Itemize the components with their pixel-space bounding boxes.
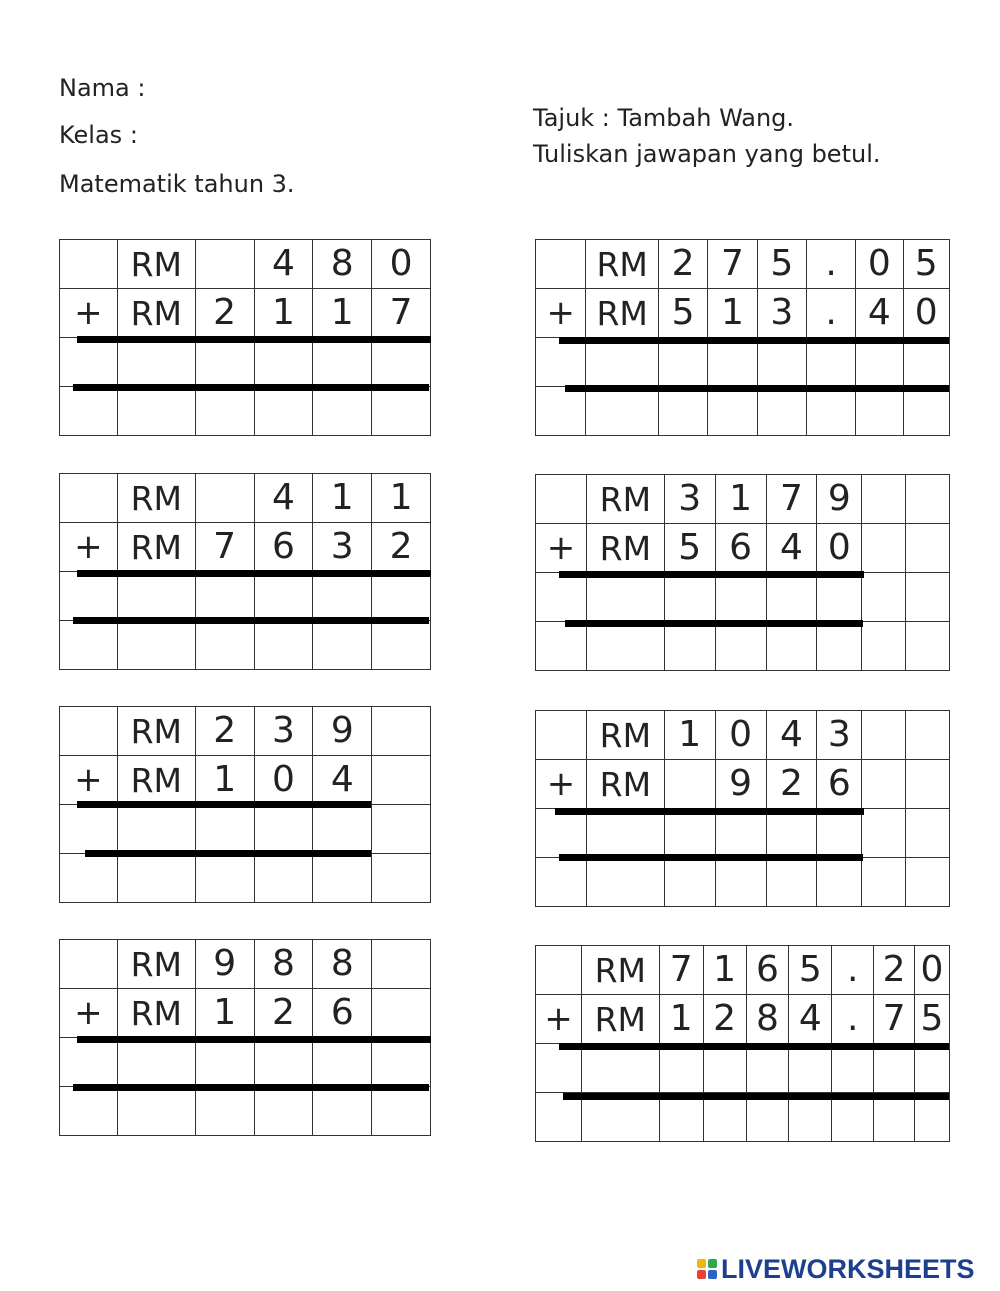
operand-row	[536, 289, 950, 338]
digit-cell: 4	[766, 711, 817, 760]
answer-cell[interactable]	[757, 338, 806, 387]
digit-cell: 1	[715, 475, 766, 524]
answer-cell[interactable]	[586, 573, 664, 622]
digit-cell: 6	[746, 946, 789, 995]
answer-cell[interactable]	[60, 1038, 118, 1087]
sum-line-top	[77, 801, 371, 808]
digit-cell: .	[807, 240, 856, 289]
digit-cell: 6	[313, 989, 372, 1038]
digit-cell: 9	[817, 475, 862, 524]
answer-cell[interactable]	[313, 387, 372, 436]
digit-cell: 1	[703, 946, 746, 995]
answer-row	[536, 809, 950, 858]
answer-row	[536, 387, 950, 436]
digit-cell: 1	[659, 995, 703, 1044]
digit-cell: 2	[254, 989, 313, 1038]
digit-cell: 2	[874, 946, 915, 995]
sum-line-bottom	[73, 384, 429, 391]
answer-cell[interactable]	[715, 858, 766, 907]
digit-cell: 7	[766, 475, 817, 524]
sum-line-top	[559, 571, 864, 578]
digit-cell: 0	[715, 711, 766, 760]
answer-cell[interactable]	[372, 1087, 431, 1136]
answer-cell[interactable]	[581, 1044, 659, 1093]
answer-cell[interactable]	[708, 338, 757, 387]
digit-cell: 1	[313, 289, 372, 338]
answer-cell[interactable]	[536, 338, 586, 387]
currency-cell: RM	[117, 474, 195, 523]
digit-cell: 9	[715, 760, 766, 809]
sum-line-top	[559, 1043, 949, 1050]
operand-row	[60, 523, 431, 572]
digit-cell: 2	[703, 995, 746, 1044]
answer-cell[interactable]	[60, 854, 118, 903]
digit-cell: 1	[664, 711, 715, 760]
currency-cell: RM	[117, 289, 195, 338]
digit-cell	[862, 711, 906, 760]
digit-cell: 7	[874, 995, 915, 1044]
operand-row	[60, 756, 431, 805]
answer-cell[interactable]	[117, 338, 195, 387]
answer-cell[interactable]	[195, 621, 254, 670]
operator-cell: +	[536, 760, 587, 809]
answer-cell[interactable]	[906, 573, 950, 622]
answer-cell[interactable]	[807, 338, 856, 387]
digit-cell	[372, 756, 431, 805]
currency-cell: RM	[586, 711, 664, 760]
operator-cell: +	[536, 524, 587, 573]
answer-cell[interactable]	[254, 1038, 313, 1087]
digit-cell: 3	[817, 711, 862, 760]
digit-cell: 1	[708, 289, 757, 338]
answer-cell[interactable]	[313, 338, 372, 387]
digit-cell: 4	[254, 474, 313, 523]
answer-cell[interactable]	[757, 387, 806, 436]
answer-cell[interactable]	[60, 1087, 118, 1136]
digit-cell: 5	[915, 995, 950, 1044]
operator-cell	[536, 240, 586, 289]
answer-cell[interactable]	[254, 1087, 313, 1136]
answer-cell[interactable]	[195, 338, 254, 387]
answer-row	[536, 858, 950, 907]
operator-cell	[60, 474, 118, 523]
answer-cell[interactable]	[817, 858, 862, 907]
digit-cell	[862, 760, 906, 809]
digit-cell: 3	[757, 289, 806, 338]
operator-cell	[60, 707, 118, 756]
operand-row	[536, 760, 950, 809]
operator-cell	[536, 475, 587, 524]
answer-row	[60, 621, 431, 670]
problem-2	[535, 239, 950, 435]
answer-cell[interactable]	[658, 338, 707, 387]
answer-cell[interactable]	[372, 387, 431, 436]
sum-line-bottom	[85, 850, 371, 857]
digit-cell	[372, 707, 431, 756]
operand-row	[536, 475, 950, 524]
digit-cell: 0	[254, 756, 313, 805]
digit-cell	[862, 475, 906, 524]
answer-cell[interactable]	[313, 621, 372, 670]
class-label: Kelas :	[59, 121, 138, 149]
operand-row	[60, 289, 431, 338]
digit-cell: 1	[313, 474, 372, 523]
operand-row	[60, 240, 431, 289]
answer-cell[interactable]	[856, 387, 903, 436]
digit-cell: 7	[659, 946, 703, 995]
answer-cell[interactable]	[766, 573, 817, 622]
answer-cell[interactable]	[862, 573, 906, 622]
sum-line-bottom	[73, 617, 429, 624]
answer-cell[interactable]	[313, 854, 372, 903]
digit-cell	[906, 760, 950, 809]
topic-title: Tajuk : Tambah Wang.	[533, 104, 795, 132]
digit-cell	[906, 711, 950, 760]
answer-cell[interactable]	[254, 805, 313, 854]
answer-cell[interactable]	[862, 809, 906, 858]
answer-cell[interactable]	[313, 1087, 372, 1136]
problem-7	[59, 939, 431, 1135]
operator-cell	[536, 946, 582, 995]
answer-cell[interactable]	[372, 621, 431, 670]
instruction-text: Tuliskan jawapan yang betul.	[533, 140, 881, 168]
answer-row	[536, 573, 950, 622]
operand-row	[536, 240, 950, 289]
answer-cell[interactable]	[862, 858, 906, 907]
digit-cell: 0	[856, 240, 903, 289]
logo-blocks-icon	[697, 1259, 717, 1279]
digit-cell: 7	[708, 240, 757, 289]
answer-cell[interactable]	[703, 1044, 746, 1093]
answer-cell[interactable]	[664, 858, 715, 907]
digit-cell: 4	[313, 756, 372, 805]
digit-cell: 1	[254, 289, 313, 338]
answer-cell[interactable]	[117, 572, 195, 621]
operator-cell: +	[536, 995, 582, 1044]
operator-cell: +	[60, 289, 118, 338]
sum-line-top	[77, 336, 431, 343]
digit-cell: 6	[817, 760, 862, 809]
answer-cell[interactable]	[60, 338, 118, 387]
liveworksheets-logo	[697, 1254, 975, 1284]
operand-row	[60, 707, 431, 756]
digit-cell	[195, 474, 254, 523]
digit-cell: 4	[856, 289, 903, 338]
digit-cell: 7	[195, 523, 254, 572]
answer-cell[interactable]	[789, 1044, 832, 1093]
operator-cell	[60, 240, 118, 289]
answer-row	[536, 622, 950, 671]
answer-cell[interactable]	[715, 573, 766, 622]
answer-cell[interactable]	[372, 338, 431, 387]
answer-cell[interactable]	[195, 1087, 254, 1136]
answer-cell[interactable]	[536, 573, 587, 622]
currency-cell: RM	[586, 289, 658, 338]
answer-cell[interactable]	[195, 805, 254, 854]
answer-cell[interactable]	[195, 387, 254, 436]
answer-cell[interactable]	[536, 809, 587, 858]
answer-cell[interactable]	[536, 622, 587, 671]
digit-cell: 8	[254, 940, 313, 989]
digit-cell: 8	[746, 995, 789, 1044]
answer-cell[interactable]	[903, 387, 949, 436]
digit-cell	[906, 524, 950, 573]
digit-cell: 3	[664, 475, 715, 524]
sum-line-top	[77, 570, 431, 577]
problem-3	[59, 473, 431, 669]
answer-cell[interactable]	[117, 387, 195, 436]
answer-cell[interactable]	[915, 1044, 950, 1093]
answer-cell[interactable]	[195, 854, 254, 903]
digit-cell: 0	[372, 240, 431, 289]
currency-cell: RM	[117, 756, 195, 805]
operand-row	[60, 940, 431, 989]
answer-cell[interactable]	[766, 858, 817, 907]
currency-cell: RM	[586, 475, 664, 524]
currency-cell: RM	[117, 940, 195, 989]
answer-cell[interactable]	[659, 1044, 703, 1093]
digit-cell: 5	[757, 240, 806, 289]
digit-cell: 4	[766, 524, 817, 573]
answer-cell[interactable]	[766, 809, 817, 858]
digit-cell: 8	[313, 240, 372, 289]
answer-cell[interactable]	[254, 387, 313, 436]
digit-cell	[372, 989, 431, 1038]
digit-cell: 3	[254, 707, 313, 756]
digit-cell: 5	[789, 946, 832, 995]
digit-cell: 9	[195, 940, 254, 989]
answer-cell[interactable]	[372, 572, 431, 621]
answer-cell[interactable]	[195, 572, 254, 621]
answer-cell[interactable]	[117, 854, 195, 903]
problem-5	[59, 706, 431, 902]
answer-cell[interactable]	[664, 573, 715, 622]
answer-cell[interactable]	[586, 809, 664, 858]
operator-cell	[536, 711, 587, 760]
answer-cell[interactable]	[817, 809, 862, 858]
sum-line-bottom	[563, 1093, 949, 1100]
answer-cell[interactable]	[254, 621, 313, 670]
digit-cell: 5	[903, 240, 949, 289]
operator-cell: +	[60, 756, 118, 805]
sum-line-bottom	[559, 854, 863, 861]
answer-cell[interactable]	[254, 854, 313, 903]
answer-cell[interactable]	[874, 1044, 915, 1093]
answer-cell[interactable]	[313, 1038, 372, 1087]
answer-cell[interactable]	[906, 622, 950, 671]
digit-cell: 0	[915, 946, 950, 995]
answer-cell[interactable]	[715, 809, 766, 858]
answer-cell[interactable]	[862, 622, 906, 671]
digit-cell: 6	[715, 524, 766, 573]
answer-cell[interactable]	[708, 387, 757, 436]
currency-cell: RM	[586, 760, 664, 809]
digit-cell	[862, 524, 906, 573]
digit-cell: 1	[195, 756, 254, 805]
digit-cell: 2	[195, 707, 254, 756]
answer-row	[60, 1038, 431, 1087]
answer-cell[interactable]	[586, 338, 658, 387]
digit-cell: 2	[658, 240, 707, 289]
operand-row	[60, 474, 431, 523]
currency-cell: RM	[117, 707, 195, 756]
sum-line-bottom	[73, 1084, 429, 1091]
answer-cell[interactable]	[117, 1087, 195, 1136]
problem-1	[59, 239, 431, 435]
answer-cell[interactable]	[766, 622, 817, 671]
answer-cell[interactable]	[715, 622, 766, 671]
digit-cell: 1	[195, 989, 254, 1038]
answer-cell[interactable]	[856, 338, 903, 387]
digit-cell: 7	[372, 289, 431, 338]
answer-cell[interactable]	[807, 387, 856, 436]
digit-cell: 0	[817, 524, 862, 573]
answer-cell[interactable]	[117, 1038, 195, 1087]
digit-cell: 6	[254, 523, 313, 572]
answer-cell[interactable]	[586, 858, 664, 907]
answer-row	[536, 1044, 950, 1093]
digit-cell: 2	[195, 289, 254, 338]
answer-cell[interactable]	[906, 809, 950, 858]
operator-cell: +	[60, 523, 118, 572]
problem-4	[535, 474, 950, 670]
subject-label: Matematik tahun 3.	[59, 170, 295, 198]
answer-cell[interactable]	[372, 854, 431, 903]
answer-row	[536, 338, 950, 387]
currency-cell: RM	[581, 995, 659, 1044]
answer-cell[interactable]	[536, 858, 587, 907]
answer-cell[interactable]	[903, 338, 949, 387]
digit-cell	[906, 475, 950, 524]
answer-cell[interactable]	[254, 572, 313, 621]
answer-cell[interactable]	[664, 809, 715, 858]
answer-cell[interactable]	[195, 1038, 254, 1087]
operand-row	[60, 989, 431, 1038]
digit-cell: 0	[903, 289, 949, 338]
brand-name: LIVEWORKSHEETS	[721, 1253, 975, 1284]
answer-cell[interactable]	[60, 572, 118, 621]
digit-cell: .	[832, 995, 874, 1044]
answer-cell[interactable]	[60, 387, 118, 436]
answer-row	[60, 854, 431, 903]
answer-cell[interactable]	[586, 387, 658, 436]
answer-row	[60, 1087, 431, 1136]
answer-cell[interactable]	[746, 1044, 789, 1093]
currency-cell: RM	[117, 523, 195, 572]
digit-cell: 9	[313, 707, 372, 756]
digit-cell: .	[832, 946, 874, 995]
digit-cell: 2	[766, 760, 817, 809]
name-label: Nama :	[59, 74, 146, 102]
digit-cell: .	[807, 289, 856, 338]
answer-row	[60, 387, 431, 436]
currency-cell: RM	[117, 240, 195, 289]
answer-row	[60, 338, 431, 387]
operand-row	[536, 524, 950, 573]
digit-cell: 4	[789, 995, 832, 1044]
digit-cell	[664, 760, 715, 809]
answer-cell[interactable]	[536, 1044, 582, 1093]
sum-line-top	[77, 1036, 431, 1043]
digit-cell: 3	[313, 523, 372, 572]
operand-row	[536, 946, 950, 995]
currency-cell: RM	[581, 946, 659, 995]
digit-cell	[372, 940, 431, 989]
answer-row	[60, 572, 431, 621]
digit-cell: 8	[313, 940, 372, 989]
currency-cell: RM	[586, 240, 658, 289]
operand-row	[536, 711, 950, 760]
digit-cell: 4	[254, 240, 313, 289]
sum-line-top	[559, 337, 949, 344]
answer-cell[interactable]	[372, 805, 431, 854]
answer-cell[interactable]	[906, 858, 950, 907]
currency-cell: RM	[586, 524, 664, 573]
currency-cell: RM	[117, 989, 195, 1038]
sum-line-top	[555, 808, 864, 815]
answer-cell[interactable]	[60, 621, 118, 670]
problem-8	[535, 945, 950, 1141]
operator-cell	[60, 940, 118, 989]
problem-6	[535, 710, 950, 906]
sum-line-bottom	[565, 620, 863, 627]
operand-row	[536, 995, 950, 1044]
answer-cell[interactable]	[117, 805, 195, 854]
answer-row	[60, 805, 431, 854]
answer-cell[interactable]	[313, 805, 372, 854]
digit-cell	[195, 240, 254, 289]
answer-cell[interactable]	[254, 338, 313, 387]
answer-cell[interactable]	[117, 621, 195, 670]
answer-cell[interactable]	[372, 1038, 431, 1087]
answer-cell[interactable]	[817, 573, 862, 622]
answer-cell[interactable]	[658, 387, 707, 436]
answer-cell[interactable]	[817, 622, 862, 671]
sum-line-bottom	[565, 385, 949, 392]
digit-cell: 1	[372, 474, 431, 523]
answer-cell[interactable]	[664, 622, 715, 671]
answer-cell[interactable]	[586, 622, 664, 671]
answer-cell[interactable]	[313, 572, 372, 621]
operator-cell: +	[536, 289, 586, 338]
digit-cell: 5	[658, 289, 707, 338]
answer-cell[interactable]	[832, 1044, 874, 1093]
digit-cell: 2	[372, 523, 431, 572]
answer-cell[interactable]	[60, 805, 118, 854]
operator-cell: +	[60, 989, 118, 1038]
answer-cell[interactable]	[536, 387, 586, 436]
digit-cell: 5	[664, 524, 715, 573]
